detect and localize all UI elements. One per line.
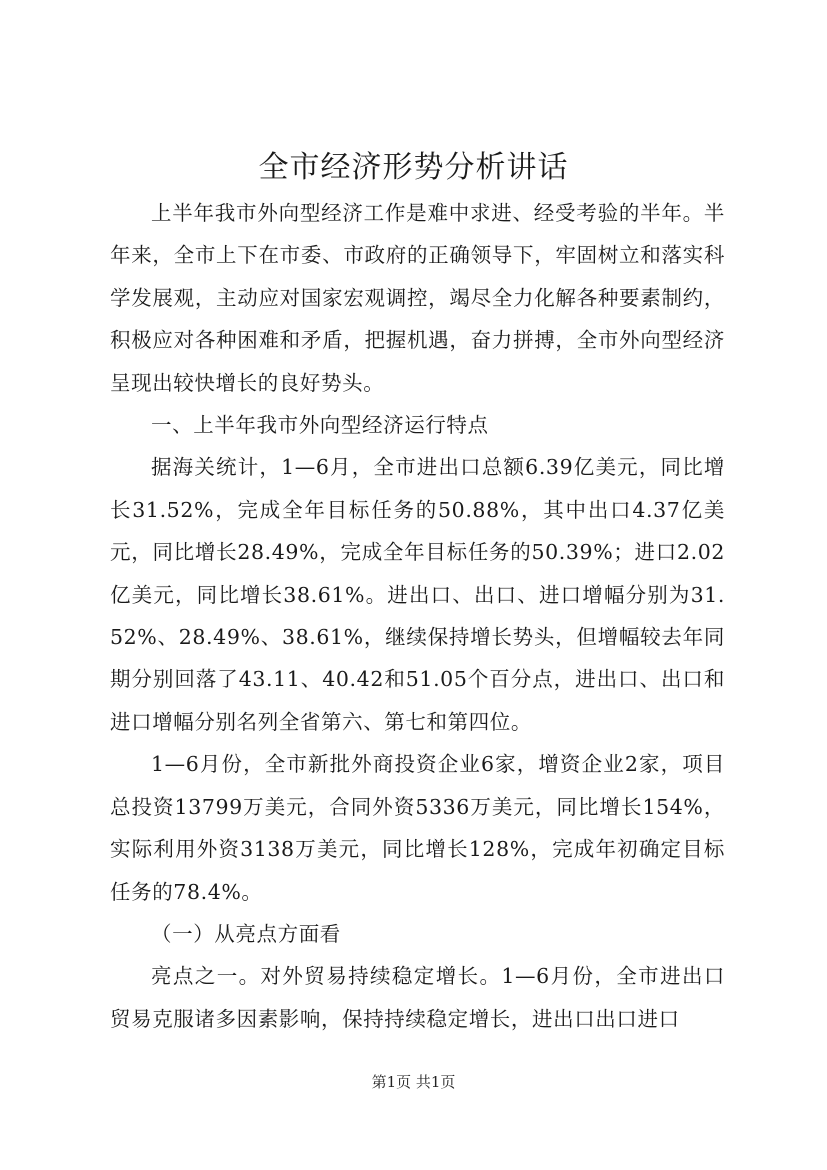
- subsection-heading-highlights: （一）从亮点方面看: [151, 921, 341, 946]
- paragraph-highlight-1: 亮点之一。对外贸易持续稳定增长。1—6月份，全市进出口贸易克服诸多因素影响，保持持续稳定增长，进出口出口进口: [110, 964, 725, 1031]
- paragraph-intro: 上半年我市外向型经济工作是难中求进、经受考验的半年。半年来，全市上下在市委、市政府的正确领导下，牢固树立和落实科学发展观，主动应对国家宏观调控，竭尽全力化解各种要素制约，积极应对各种困难和矛盾，把握机遇，奋力拼搏，全市外向型经济呈现出较快增长的良好势头。: [110, 201, 725, 395]
- page-footer: 第1页 共1页: [371, 1073, 456, 1091]
- document-title: 全市经济形势分析讲话: [258, 150, 569, 185]
- section-heading-1: 一、上半年我市外向型经济运行特点: [151, 413, 489, 438]
- paragraph-trade-stats: 据海关统计，1—6月，全市进出口总额6.39亿美元，同比增长31.52%，完成全年目标任务的50.88%，其中出口4.37亿美元，同比增长28.49%，完成全年目标任务的50.39%；进口2.02亿美元，同比增长38.61%。进出口、出口、进口增幅分别为31.52%、28.49%、38.61%，继续保持增长势头，但增幅较去年同期分别回落了43.11、40.42和51.05个百分点，进出口、出口和进口增幅分别名列全省第六、第七和第四位。: [110, 455, 725, 734]
- document-body: [110, 192, 725, 1040]
- paragraph-investment-stats: 1—6月份，全市新批外商投资企业6家，增资企业2家，项目总投资13799万美元，合同外资5336万美元，同比增长154%，实际利用外资3138万美元，同比增长128%，完成年初确定目标任务的78.4%。: [110, 752, 725, 904]
